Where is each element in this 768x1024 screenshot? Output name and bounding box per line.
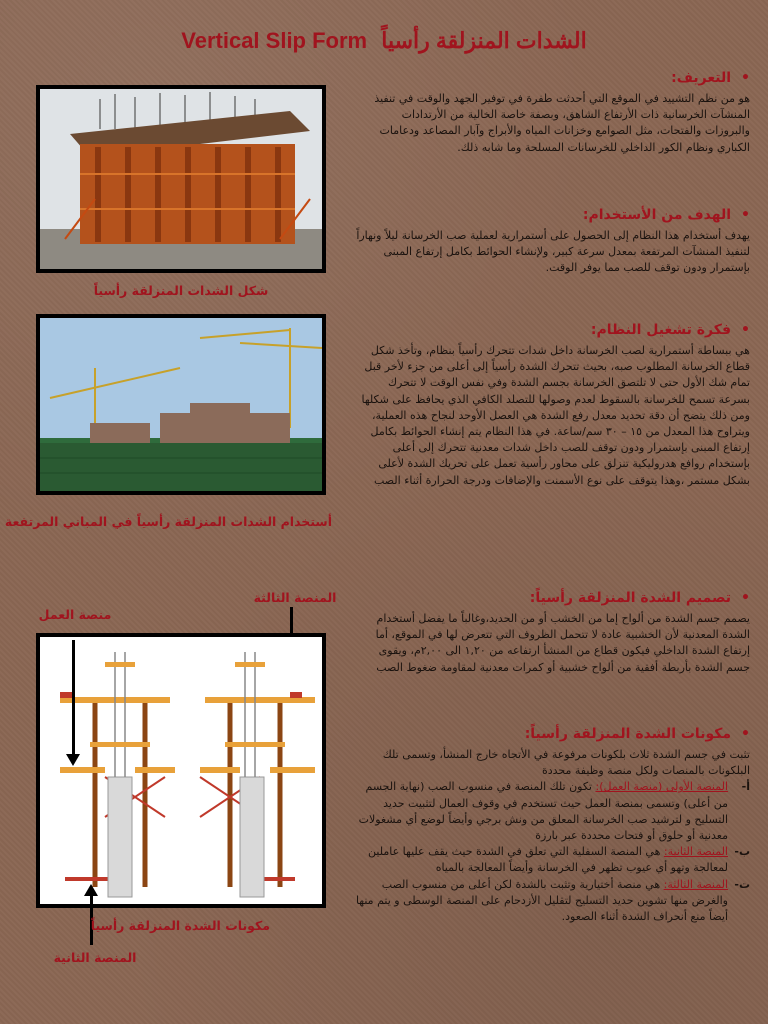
section-heading: •التعريف: [671, 70, 750, 86]
section-operation [355, 320, 750, 489]
components-diagram [36, 633, 326, 908]
high-rise-cranes-photo [36, 314, 326, 495]
label-second-platform: المنصة الثانية [53, 950, 137, 965]
section-text: تثبت في جسم الشدة ثلاث بلكونات مرفوعة في الأتجاه خارج المنشأ، وتسمى تلك البلكونات بالمنصات ولكل منصة وظيفة محددة [382, 748, 750, 778]
list-item-first-platform: أ- المنصة الأولى (منصة العمل): تكون تلك المنصة في منسوب الصب (نهاية الجسم من أعلى) وتسمى بمنصة العمل حيث تستخدم في وقوف العمال لتثبيت حديد التسليح و لترشيد صب الخرسانة المعلق من ونش برجي وأيضاً لوضع أي مشغولات معدنية أو حلوق أو فتحات محددة عبر بارزة [358, 780, 750, 843]
list-item-third-platform: ت- المنصة الثالثة: هي منصة أختيارية وتثبت بالشدة لكن أعلى من منسوب الصب والغرض منها تشوين حديد التسليح لتقليل الأزدحام على المنصة الوسطى و يتم منها أيضاً منع أنحراف الشدة أثناء الصعود. [355, 877, 750, 924]
section-text: هي ببساطة أستمرارية لصب الخرسانة داخل شدات تتحرك رأسياً بنظام، وتأخذ شكل قطاع الخرسانة المطلوب صبه، بحيث تتحرك الشدة رأسياً إلى أعلى من جزء لأخر قبل تمام شك الأول حتى لا تلتصق الخرسانة بجسم الشدة وفي نفس الوقت لا تتحرك بسرعة تسمح للخرسانة بالسقوط لعدم وصولها للتصلد الكافي الذي يحافظ على شكلها ومن ذلك يتضح أن دقة تحديد معدل رفع الشدة هي العصل الأوحد لنجاح هذه العملية، ويتراوح هذا المعدل من ١٥ – ٣٠ سم/ساعة. في هذا النظام يتم إنشاء الحوائط بكامل إرتفاع المبنى بإستمرار ودون توقف للصب داخل شدات معدنية تتحرك إلى أعلى بإستخدام روافع هدروليكية تنزلق على محاور رأسية تعمل على تحريك الشدة لأعلى بشكل مستمر ،وهذا يتوقف على نوع الأسمنت والإضافات ودرجة الحرارة أثناء الصب [361, 344, 750, 487]
page-title [0, 28, 768, 54]
section-components [355, 724, 750, 925]
list-item-second-platform: ب- المنصة الثانية: هي المنصة السفلية التي تعلق في الشدة حيث يقف عليها عاملين لمعالجة وتهو أي عيوب تظهر في الخرسانة وأيضاً المعالجة بالمياه [368, 845, 750, 875]
section-heading: •فكرة تشغيل النظام: [590, 322, 750, 338]
title-ar: الشدات المنزلقة رأسياً [381, 28, 587, 53]
caption-high-rise: أستخدام الشدات المنزلقة رأسياً في المباني المرتفعة [4, 514, 332, 529]
title-en: Vertical Slip Form [181, 28, 368, 53]
slip-form-photo [36, 85, 326, 273]
section-heading: •مكونات الشدة المنزلقة رأسياً: [524, 726, 750, 742]
arrow-work-platform [72, 640, 75, 755]
section-design [355, 588, 750, 676]
arrowhead-work [66, 754, 80, 766]
label-work-platform: منصة العمل [38, 607, 112, 622]
section-heading: •تصميم الشدة المنزلقة رأسياً: [529, 590, 750, 606]
section-definition [355, 68, 750, 156]
label-third-platform: المنصة الثالثة [253, 590, 337, 605]
arrowhead-second [84, 884, 98, 896]
section-text: يهدف أستخدام هذا النظام إلى الحصول على أستمرارية لعملية صب الخرسانة ليلاً ونهاراً لتنفيذ المنشآت المرتفعة بمعدل سرعة كبير، ولإنشاء الحوائط بكامل إرتفاع المبنى بإستمرار ودون توقف للصب مما يوفر الوقت. [356, 229, 750, 275]
section-heading: •الهدف من الأستخدام: [582, 207, 750, 223]
section-text: يصمم جسم الشدة من ألواح إما من الخشب أو من الحديد،وغالباً ما يفضل أستخدام الشدة المعدنية لأن الخشبية عادة لا تتحمل الظروف التي تتعرض لها في الموقع، أما إرتفاع الشدة الداخلي فيكون قطاع من المنشأ ارتفاعه من ١,٢٠ الى ٢,٠٠م، ويقوى جسم الشدة بأربطة أفقية من ألواح خشبية أو كمرات معدنية لمقاومة ضغوط الصب [375, 612, 750, 674]
caption-slip-form: شكل الشدات المنزلقة رأسياً [93, 283, 269, 298]
section-purpose [355, 205, 750, 277]
caption-components: مكونات الشدة المنزلقة رأسياً [90, 918, 270, 933]
section-text: هو من نظم التشييد في الموقع التي أحدثت طفرة في توفير الجهد والوقت في تنفيذ المنشآت الخرسانية ذات الأرتفاع الشاهق، وبصفة خاصة الخالية من الأرتدادات والبروزات والفتحات، مثل الصوامع وخزانات المياه والأبراج وآبار المصاعد ودعامات الكباري ونظام الكور الداخلي للخرسانات المسلحة وما شابه ذلك. [374, 92, 750, 154]
